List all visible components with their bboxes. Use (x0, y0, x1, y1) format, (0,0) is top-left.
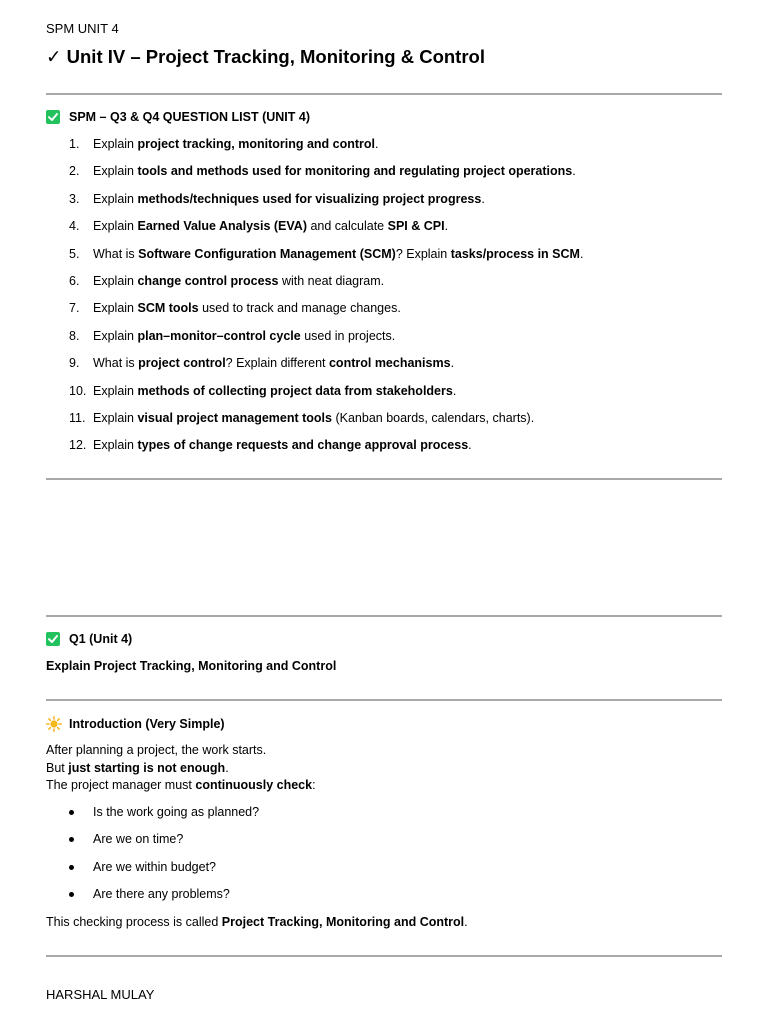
question-item (46, 384, 722, 411)
question-item (46, 192, 722, 219)
question-list (46, 137, 722, 466)
intro-line (46, 778, 316, 796)
text-segment: Explain (93, 219, 138, 234)
text-segment: (Kanban boards, calendars, charts). (331, 410, 535, 425)
bullet-text: Are we within budget? (93, 859, 216, 874)
bullet-text: Are we on time? (93, 832, 184, 847)
text-segment: This checking process is called (46, 915, 222, 929)
bold-text: tools and methods used for monitoring and regulating project operations (137, 164, 573, 179)
question-text (93, 137, 378, 151)
text-segment: The project manager must (46, 778, 196, 792)
question-number: 7. (69, 301, 80, 316)
text-segment: . (375, 137, 379, 151)
bold-text: SCM tools (137, 301, 199, 316)
question-number: 4. (69, 219, 80, 234)
question-item (46, 356, 722, 383)
text-segment: What is (93, 356, 139, 371)
text-segment: Explain (93, 191, 138, 206)
text-segment: used in projects. (300, 328, 396, 343)
question-text (93, 329, 395, 343)
check-mark-button-icon (46, 110, 60, 124)
question-item (46, 164, 722, 191)
text-segment: . (579, 246, 584, 261)
intro-line (46, 743, 316, 761)
text-segment: . (572, 164, 576, 179)
check-mark-button-icon (46, 632, 60, 646)
bullet-dot-icon (69, 810, 74, 815)
intro-conclusion (46, 915, 468, 929)
bold-text: types of change requests and change approval process (137, 438, 469, 453)
text-segment: . (444, 219, 449, 234)
text-segment: and calculate (307, 219, 388, 234)
question-item (46, 137, 722, 164)
question-number: 9. (69, 356, 80, 371)
text-segment: Explain (93, 383, 138, 398)
question-text (93, 356, 454, 370)
question-text (93, 192, 485, 206)
page-header-label: SPM UNIT 4 (46, 21, 119, 36)
question-number: 2. (69, 164, 80, 179)
question-text (93, 411, 534, 425)
bullet-dot-icon (69, 892, 74, 897)
question-item (46, 274, 722, 301)
bullet-text: Are there any problems? (93, 887, 230, 902)
question-number: 10. (69, 383, 87, 398)
question-number: 5. (69, 246, 80, 261)
divider (46, 615, 722, 617)
bold-text: methods/techniques used for visualizing project progress (137, 191, 482, 206)
bold-text: Project Tracking, Monitoring and Control (221, 915, 465, 929)
question-text (93, 219, 448, 233)
bold-text: control mechanisms (328, 356, 451, 371)
question-number: 6. (69, 273, 80, 288)
divider (46, 93, 722, 95)
text-segment: Explain (93, 301, 138, 316)
question-number: 11. (69, 410, 86, 425)
question-text (93, 384, 456, 398)
text-segment: . (468, 438, 472, 453)
question-text (93, 274, 384, 288)
text-segment: with neat diagram. (278, 273, 385, 288)
bold-text: Software Configuration Management (SCM) (138, 246, 396, 261)
q1-heading-text: Q1 (Unit 4) (69, 632, 133, 646)
page-footer-author: HARSHAL MULAY (46, 987, 155, 1002)
question-item (46, 411, 722, 438)
text-segment: After planning a project, the work starts. (46, 743, 267, 757)
bold-text: plan–monitor–control cycle (137, 328, 301, 343)
question-text (93, 438, 472, 452)
text-segment: What is (93, 246, 139, 261)
bold-text: methods of collecting project data from stakeholders (137, 383, 453, 398)
text-segment: . (225, 760, 229, 775)
text-segment: : (312, 778, 316, 792)
bullet-text: Is the work going as planned? (93, 805, 260, 819)
intro-line (46, 761, 316, 779)
intro-heading (46, 716, 225, 732)
text-segment: Explain (93, 273, 138, 288)
text-segment: Explain (93, 137, 138, 151)
q1-subheading: Explain Project Tracking, Monitoring and Control (46, 659, 337, 673)
question-text (93, 301, 401, 315)
text-segment: Explain (93, 328, 138, 343)
divider (46, 955, 722, 957)
bold-text: visual project management tools (137, 410, 332, 425)
document-title: ✓ Unit IV – Project Tracking, Monitoring & Control (46, 46, 485, 67)
bold-text: tasks/process in SCM (450, 246, 580, 261)
bold-text: project control (138, 356, 226, 371)
question-number: 3. (69, 191, 80, 206)
divider (46, 478, 722, 480)
question-list-heading (46, 110, 310, 124)
bold-text: change control process (137, 273, 279, 288)
text-segment: . (452, 383, 457, 398)
question-item (46, 301, 722, 328)
text-segment: Explain (93, 438, 138, 453)
text-segment: ? Explain (395, 246, 451, 261)
text-segment: . (464, 915, 468, 929)
intro-paragraph (46, 743, 316, 796)
bullet-dot-icon (69, 865, 74, 870)
sun-icon (46, 716, 62, 732)
text-segment: . (450, 356, 455, 371)
bold-text: project tracking, monitoring and control (137, 137, 375, 151)
text-segment: But (46, 760, 69, 775)
question-item (46, 329, 722, 356)
question-list-heading-text: SPM – Q3 & Q4 QUESTION LIST (UNIT 4) (69, 110, 311, 124)
question-item (46, 438, 722, 465)
question-item (46, 247, 722, 274)
bold-text: just starting is not enough (68, 760, 226, 775)
q1-heading (46, 632, 132, 646)
question-text (93, 164, 576, 178)
text-segment: ? Explain different (225, 356, 329, 371)
bullet-dot-icon (69, 837, 74, 842)
question-item (46, 219, 722, 246)
divider (46, 699, 722, 701)
question-number: 12. (69, 438, 87, 453)
question-text (93, 247, 583, 261)
intro-heading-text: Introduction (Very Simple) (69, 717, 225, 731)
text-segment: used to track and manage changes. (198, 301, 401, 316)
text-segment: Explain (93, 410, 138, 425)
question-number: 8. (69, 328, 80, 343)
bold-text: Earned Value Analysis (EVA) (137, 219, 307, 234)
text-segment: . (481, 191, 485, 206)
question-number: 1. (69, 137, 80, 151)
bold-text: SPI & CPI (387, 219, 445, 234)
text-segment: Explain (93, 164, 138, 179)
bold-text: continuously check (195, 778, 313, 792)
